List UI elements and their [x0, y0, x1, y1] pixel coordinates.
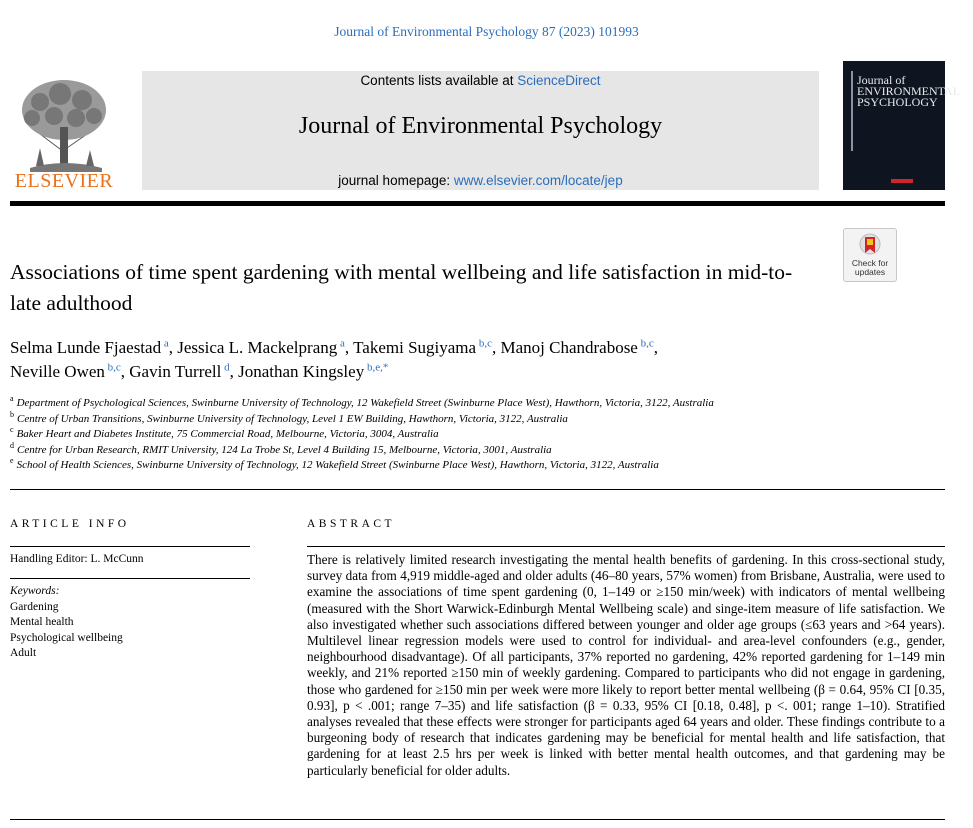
keywords-block: [10, 584, 123, 662]
journal-name: Journal of Environmental Psychology: [298, 113, 663, 139]
sciencedirect-link[interactable]: ScienceDirect: [517, 73, 601, 88]
affiliation-label: d: [10, 440, 14, 450]
abstract-rule: [307, 546, 945, 547]
author-separator: ,: [120, 362, 130, 381]
keyword-item[interactable]: Psychological wellbeing: [10, 631, 123, 644]
affiliation-label: c: [10, 425, 14, 435]
article-info-heading: ARTICLE INFO: [10, 518, 130, 530]
affiliation-label: b: [10, 409, 14, 419]
masthead-rule: [10, 201, 945, 206]
abstract-heading: ABSTRACT: [307, 518, 396, 530]
affiliation-text: Department of Psychological Sciences, Swinburne University of Technology, 12 Wakefield Street (Swinburne Place West), Hawthorn, Victoria, 3122, Australia: [16, 397, 714, 409]
keyword-item[interactable]: Gardening: [10, 600, 59, 613]
affiliation-text: School of Health Sciences, Swinburne University of Technology, 12 Wakefield Street (Swinburne Place West), Hawthorn, Victoria, 3122, Australia: [16, 459, 659, 471]
author-name[interactable]: Neville Owen: [10, 362, 105, 381]
affiliation-item: [10, 440, 950, 459]
contents-line: [142, 73, 819, 88]
homepage-link[interactable]: www.elsevier.com/locate/jep: [453, 173, 623, 188]
homepage-line: [142, 173, 819, 188]
author-name[interactable]: Gavin Turrell: [129, 362, 222, 381]
article-info-rule: [10, 546, 250, 547]
keywords-rule: [10, 578, 250, 579]
author-separator: ,: [653, 338, 658, 357]
author-name[interactable]: Jonathan Kingsley: [238, 362, 365, 381]
abstract-body: There is relatively limited research investigating the mental health benefits of gardening. In this cross-sectional study, survey data from 4,919 middle-aged and older adults (46–80 years, 57% women) from Brisbane, Australia, were used to examine the associations of time spent gardening (0, 1–149 or ≥150 min/week) with indicators of mental wellbeing (measured with the Short Warwick-Edinburgh Mental Wellbeing scale) and singe-item measure of life satisfaction. We also investigated whether such associations differed between younger and older age groups (≤63 years and >64 years). Multilevel linear regression models were used to control for individual- and area-level confounders (e.g., gender, neighbourhood disadvantage). Of all participants, 37% reported no gardening, 42% reported gardening for 1–149 min weekly, and 21% reported ≥150 min of weekly gardening. Compared to participants who did not engage in gardening, those who gardened for ≥150 min per week were more likely to report better mental wellbeing (β = 0.64, 95% CI [0.35, 0.93], p < .001; range 7–35) and life satisfaction (β = 0.33, 95% CI [0.18, 0.48], p <. 001; range 1–10). Stratified analyses revealed that these effects were stronger for participants aged 64 years and older. These findings contribute to a burgeoning body of research that indicates gardening may be beneficial for mental health and life satisfaction, that gardening for at least 2.5 hrs per week is linked with better mental health outcomes, and that gardening may be particularly beneficial for older adults.: [307, 552, 945, 778]
affiliation-item: [10, 396, 950, 412]
author-separator: ,: [229, 362, 239, 381]
author-separator: ,: [344, 338, 354, 357]
author-name[interactable]: Selma Lunde Fjaestad: [10, 338, 162, 357]
author-name[interactable]: Manoj Chandrabose: [500, 338, 638, 357]
keyword-item[interactable]: Mental health: [10, 616, 74, 628]
journal-citation[interactable]: Journal of Environmental Psychology 87 (2023) 101993: [334, 24, 639, 39]
author-affiliation-marker[interactable]: b,c: [476, 337, 492, 350]
affiliation-text: Centre of Urban Transitions, Swinburne University of Technology, Level 1 EW Building, Hawthorn, Victoria, 3122, Australia: [17, 412, 568, 425]
author-name[interactable]: Jessica L. Mackelprang: [177, 338, 338, 357]
homepage-prefix: journal homepage:: [338, 173, 454, 188]
affiliation-text: Centre for Urban Research, RMIT University, 124 La Trobe St, Level 4 Building 15, Melbourne, Victoria, 3001, Australia: [17, 443, 552, 456]
article-title: Associations of time spent gardening with mental wellbeing and life satisfaction in mid-to-late adulthood: [10, 260, 793, 315]
cover-logo-mark: [891, 179, 913, 183]
author-affiliation-marker[interactable]: b,c: [104, 361, 121, 374]
affiliation-item: [10, 458, 950, 474]
journal-cover-image[interactable]: [843, 61, 960, 190]
cover-title: Journal of ENVIRONMENTAL PSYCHOLOGY: [857, 73, 960, 109]
author-affiliation-marker[interactable]: b,c: [637, 337, 654, 350]
check-for-updates-button[interactable]: [843, 228, 897, 282]
bottom-rule: [10, 819, 945, 820]
author-affiliation-marker[interactable]: d: [221, 361, 230, 374]
author-list: [10, 336, 870, 384]
contents-prefix: Contents lists available at: [360, 73, 518, 88]
keywords-label: Keywords:: [10, 585, 60, 597]
author-affiliation-marker[interactable]: a: [337, 337, 345, 350]
check-for-updates-label: Check for updates: [851, 258, 889, 277]
affiliation-label: a: [10, 394, 14, 404]
cover-spine-line: [851, 71, 853, 151]
bookmark-icon: [859, 233, 881, 259]
affiliations-list: [10, 396, 950, 474]
author-separator: ,: [491, 338, 501, 357]
affiliation-label: e: [10, 456, 14, 466]
affiliation-text: Baker Heart and Diabetes Institute, 75 Commercial Road, Melbourne, Victoria, 3004, Australia: [16, 428, 439, 440]
elsevier-wordmark: ELSEVIER: [14, 170, 114, 192]
author-affiliation-marker[interactable]: b,e,*: [364, 361, 389, 374]
author-name[interactable]: Takemi Sugiyama: [353, 338, 477, 357]
author-affiliation-marker[interactable]: a: [161, 337, 169, 350]
handling-editor: Handling Editor: L. McCunn: [10, 553, 144, 565]
affiliation-item: [10, 427, 950, 443]
keyword-item[interactable]: Adult: [10, 647, 37, 659]
affiliation-item: [10, 409, 950, 428]
section-divider: [10, 489, 945, 490]
author-separator: ,: [168, 338, 178, 357]
